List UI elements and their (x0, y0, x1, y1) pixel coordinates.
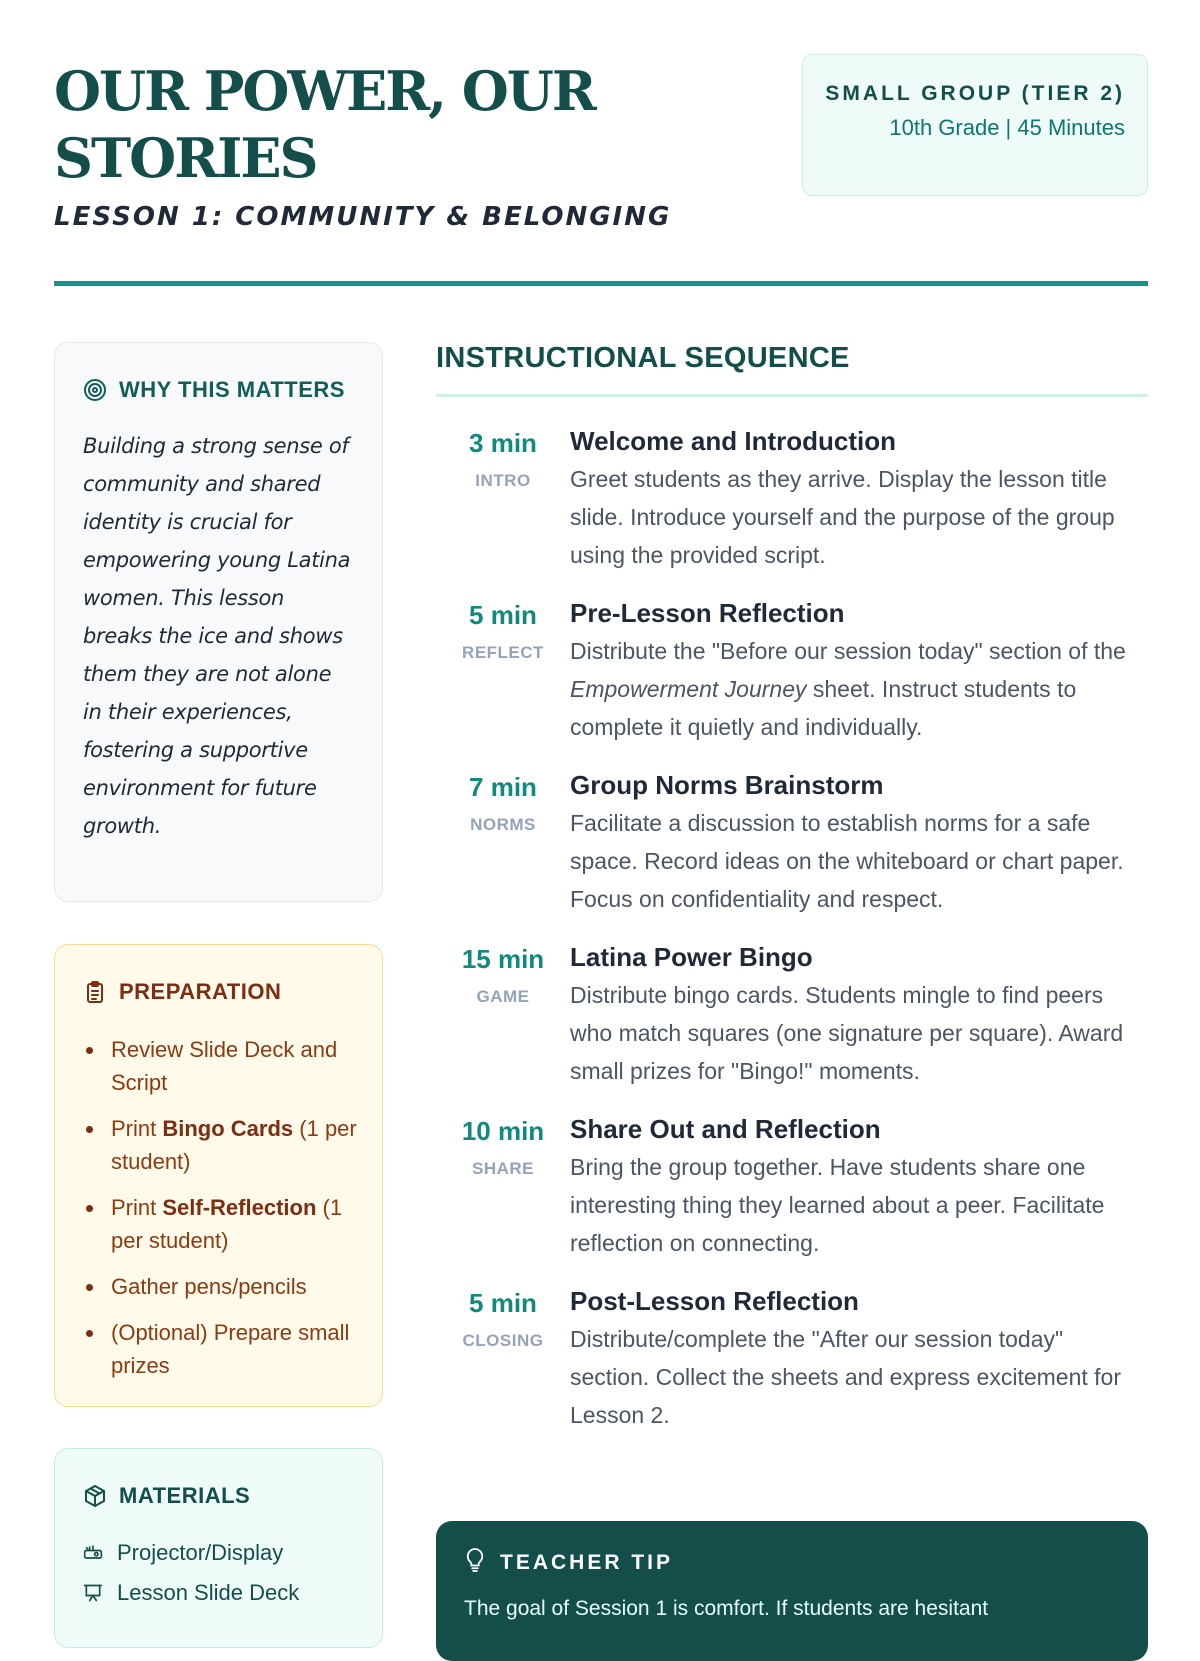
preparation-heading: PREPARATION (119, 979, 282, 1004)
step-title: Post-Lesson Reflection (570, 1286, 859, 1316)
sequence-step (436, 940, 1148, 1090)
step-title: Welcome and Introduction (570, 426, 896, 456)
preparation-item: Review Slide Deck and Script (83, 1033, 360, 1099)
why-heading: WHY THIS MATTERS (119, 377, 345, 402)
preparation-item: Print Self-Reflection (1 per student) (83, 1191, 360, 1257)
step-time-block (436, 1112, 570, 1262)
step-title: Pre-Lesson Reflection (570, 598, 845, 628)
why-text: Building a strong sense of community and shared identity is crucial for empowering young Latina women. This lesson breaks the ice and shows them they are not alone in their experiences, fostering a supportive environment for future growth. (83, 434, 351, 838)
step-description: Distribute/complete the "After our session today" section. Collect the sheets and express excitement for Lesson 2. (570, 1326, 1122, 1428)
presentation-icon (83, 1583, 103, 1603)
clipboard-icon (83, 975, 107, 1009)
sequence-steps (436, 424, 1148, 1456)
grade-duration-label: 10th Grade | 45 Minutes (889, 115, 1125, 140)
step-duration: 5 min (469, 1288, 537, 1318)
step-tag: INTRO (475, 471, 531, 490)
step-tag: REFLECT (462, 643, 544, 662)
sequence-heading: INSTRUCTIONAL SEQUENCE (436, 342, 850, 374)
sequence-divider (436, 394, 1148, 397)
step-time-block (436, 1284, 570, 1434)
sequence-step (436, 424, 1148, 574)
group-tier-label: SMALL GROUP (TIER 2) (825, 82, 1125, 105)
step-description: Greet students as they arrive. Display the lesson title slide. Introduce yourself and the purpose of the group using the provided script. (570, 466, 1115, 568)
step-tag: SHARE (471, 1159, 534, 1178)
step-duration: 5 min (469, 600, 537, 630)
lesson-header (54, 58, 1148, 288)
materials-card (54, 1448, 383, 1648)
step-title: Group Norms Brainstorm (570, 770, 884, 800)
step-duration: 15 min (461, 944, 545, 974)
sequence-step (436, 1284, 1148, 1434)
lightbulb-icon (464, 1547, 486, 1579)
materials-item: Projector/Display (83, 1533, 360, 1573)
box-icon (83, 1479, 107, 1513)
step-description: Facilitate a discussion to establish norms for a safe space. Record ideas on the whiteboard or chart paper. Focus on confidentiality and respect. (570, 810, 1124, 912)
why-this-matters-card (54, 342, 383, 902)
preparation-card (54, 944, 383, 1407)
sequence-step (436, 768, 1148, 918)
lesson-subtitle: LESSON 1: COMMUNITY & BELONGING (54, 202, 672, 232)
step-duration: 7 min (469, 772, 537, 802)
materials-item: Lesson Slide Deck (83, 1573, 360, 1613)
header-divider (54, 281, 1148, 286)
step-title: Latina Power Bingo (570, 942, 813, 972)
materials-heading: MATERIALS (119, 1483, 251, 1508)
step-description: Distribute the "Before our session today" section of the Empowerment Journey sheet. Instruct students to complete it quietly and individually. (570, 638, 1126, 740)
step-description: Distribute bingo cards. Students mingle to find peers who match squares (one signature per square). Award small prizes for "Bingo!" moments. (570, 982, 1124, 1084)
step-duration: 3 min (469, 428, 537, 458)
step-time-block (436, 768, 570, 918)
step-time-block (436, 940, 570, 1090)
preparation-item: Gather pens/pencils (83, 1270, 360, 1303)
sequence-step (436, 1112, 1148, 1262)
page-title: OUR POWER, OUR STORIES (54, 59, 595, 190)
step-duration: 10 min (461, 1116, 545, 1146)
step-title: Share Out and Reflection (570, 1114, 881, 1144)
teacher-tip-heading: TEACHER TIP (500, 1551, 674, 1574)
projector-icon (83, 1543, 103, 1563)
step-time-block (436, 424, 570, 574)
teacher-tip-card (436, 1521, 1148, 1661)
target-icon (83, 373, 107, 407)
sequence-step (436, 596, 1148, 746)
materials-list (83, 1533, 360, 1613)
teacher-tip-text: The goal of Session 1 is comfort. If students are hesitant (464, 1597, 989, 1620)
step-description: Bring the group together. Have students share one interesting thing they learned about a peer. Facilitate reflection on connecting. (570, 1154, 1105, 1256)
step-tag: NORMS (470, 815, 536, 834)
step-time-block (436, 596, 570, 746)
group-badge (802, 54, 1148, 196)
step-tag: GAME (476, 987, 530, 1006)
step-tag: CLOSING (462, 1331, 544, 1350)
preparation-list (83, 1033, 360, 1382)
preparation-item: (Optional) Prepare small prizes (83, 1316, 360, 1382)
preparation-item: Print Bingo Cards (1 per student) (83, 1112, 360, 1178)
